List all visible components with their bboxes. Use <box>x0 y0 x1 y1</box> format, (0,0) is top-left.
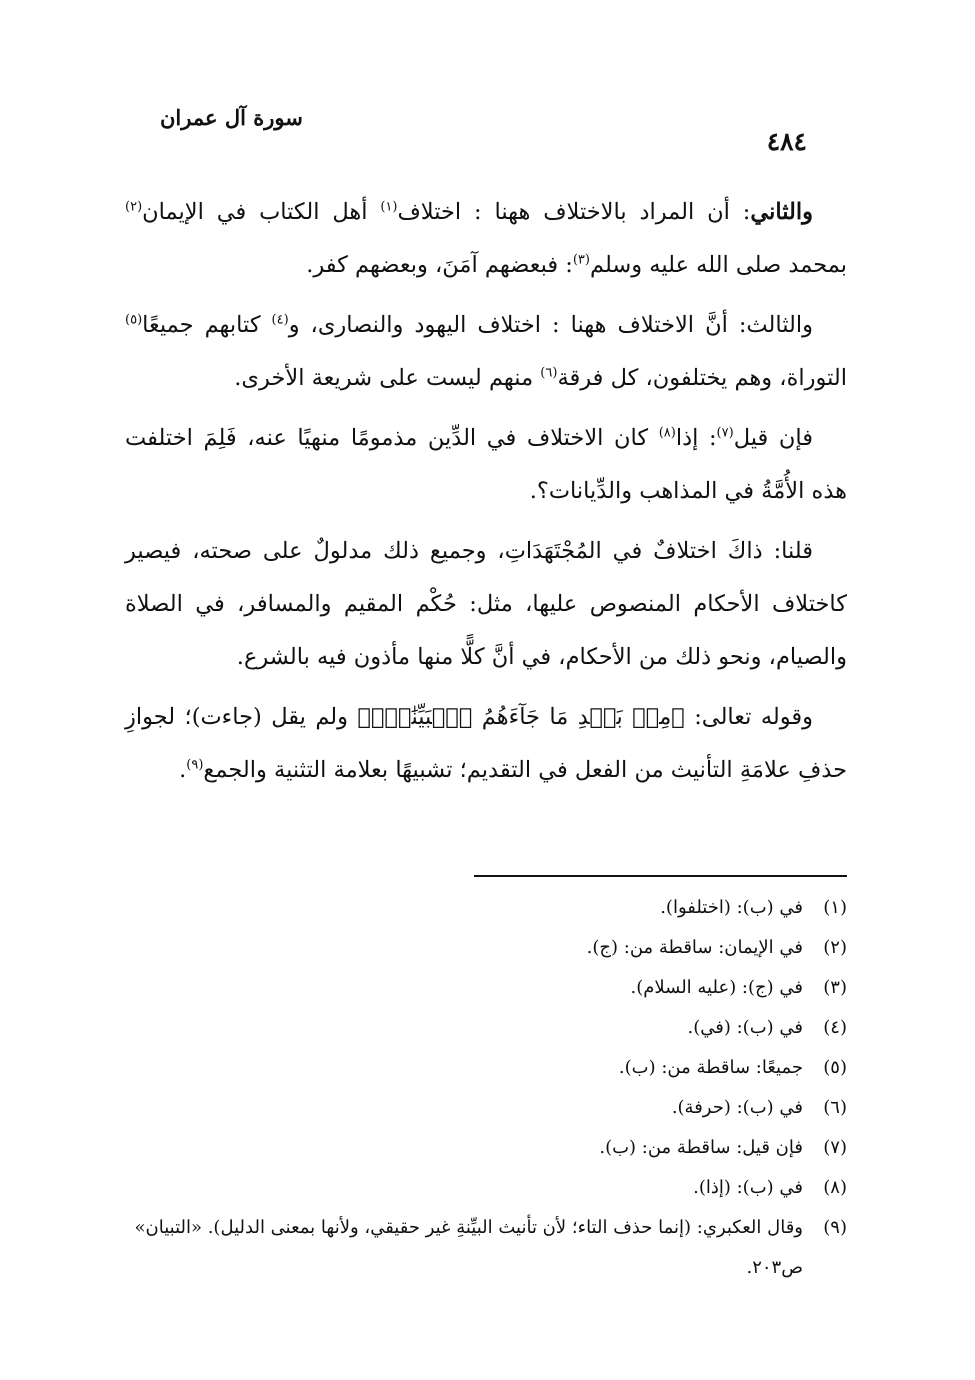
footnotes-list <box>125 888 847 1288</box>
footnote-number: (٤) <box>823 1017 847 1038</box>
footnote-text: في (ب): (في). <box>687 1017 803 1038</box>
text-run: . <box>179 757 187 783</box>
footnote-text: في (ب): (إذا). <box>693 1177 803 1198</box>
footnote-number: (٧) <box>823 1137 847 1158</box>
footnote-item <box>125 1168 847 1208</box>
paragraph-second-view <box>125 186 847 292</box>
paragraph-third-view <box>125 299 847 405</box>
text-run: أهل الكتاب في الإيمان <box>142 199 381 225</box>
footnote-item <box>125 1008 847 1048</box>
text-run: كتابهم جميعًا <box>142 312 272 338</box>
footnote-item <box>125 1048 847 1088</box>
footnote-number: (٥) <box>823 1057 847 1078</box>
paragraph-answer <box>125 525 847 684</box>
footnote-text: في (ج): (عليه السلام). <box>630 977 803 998</box>
footnote-text: جميعًا: ساقطة من: (ب). <box>618 1057 803 1078</box>
footnote-item <box>125 888 847 928</box>
page-number: ٤٨٤ <box>766 127 807 156</box>
running-header <box>160 105 807 155</box>
footnote-item <box>125 1088 847 1128</box>
text-run: وقوله تعالى: ﴿مِنۢ بَعۡدِ مَا جَآءَهُمُ ٱلۡبَيِّنَٰتُۚ﴾ ولم يقل (جاءت)؛ لجوازِ حذفِ علامَةِ التأنيث من الفعل في التقديم؛ تشبيهًا بعلامة التثنية والجمع <box>125 704 847 783</box>
paragraph-verse-grammar <box>125 691 847 797</box>
text-run: فإن قيل <box>733 425 814 451</box>
footnote-ref: (٧) <box>716 425 734 441</box>
text-run: بمحمد صلى الله عليه وسلم <box>589 252 847 278</box>
text-run: : إذا <box>675 425 717 451</box>
footnote-ref: (٦) <box>540 365 558 381</box>
footnote-ref: (٩) <box>186 757 204 773</box>
main-text <box>125 186 847 804</box>
footnote-item <box>125 928 847 968</box>
footnote-separator <box>474 875 847 877</box>
text-run: التوراة، وهم يختلفون، كل فرقة <box>557 365 847 391</box>
footnote-ref: (٣) <box>572 252 590 268</box>
footnote-ref: (٨) <box>658 425 676 441</box>
footnote-item <box>125 968 847 1008</box>
footnote-text: وقال العكبري: (إنما حذف التاء؛ لأن تأنيث البيِّنةِ غير حقيقي، ولأنها بمعنى الدليل). «التبيان» ص٢٠٣. <box>134 1217 803 1278</box>
footnote-number: (٩) <box>823 1217 847 1238</box>
text-run: قلنا: ذاكَ اختلافٌ في المُجْتَهَدَاتِ، وجميع ذلك مدلولٌ على صحته، فيصير كاختلاف الأحكام المنصوص عليها، مثل: حُكْم المقيم والمسافر، في الصلاة والصيام، ونحو ذلك من الأحكام، في أنَّ كلًّا منها مأذون فيه بالشرع. <box>125 538 847 670</box>
footnote-number: (٣) <box>823 977 847 998</box>
paragraph-question <box>125 412 847 518</box>
footnote-number: (٦) <box>823 1097 847 1118</box>
text-run: : فبعضهم آمَنَ، وبعضهم كفر. <box>306 252 573 278</box>
surah-title: سورة آل عمران <box>160 105 303 130</box>
text-run: والثالث: أنَّ الاختلاف ههنا : اختلاف اليهود والنصارى، و <box>288 312 813 338</box>
footnote-text: في (ب): (اختلفوا). <box>660 897 803 918</box>
footnote-number: (٨) <box>823 1177 847 1198</box>
footnote-text: فإن قيل: ساقطة من: (ب). <box>599 1137 803 1158</box>
footnote-ref: (١) <box>380 199 398 215</box>
footnote-text: في (ب): (حرفة). <box>671 1097 803 1118</box>
footnote-item <box>125 1128 847 1168</box>
footnote-item <box>125 1208 847 1288</box>
footnote-ref: (٢) <box>125 199 143 215</box>
text-run: : أن المراد بالاختلاف ههنا : اختلاف <box>397 199 751 225</box>
footnote-number: (١) <box>823 897 847 918</box>
text-run: كان الاختلاف في الدِّين مذمومًا منهيًا عنه، فَلِمَ اختلفت هذه الأُمَّةُ في المذاهب والدِّيانات؟. <box>125 425 847 504</box>
paragraph-lead: والثاني <box>750 199 813 225</box>
footnote-text: في الإيمان: ساقطة من: (ج). <box>586 937 803 958</box>
footnote-number: (٢) <box>823 937 847 958</box>
footnote-ref: (٥) <box>125 312 143 328</box>
footnote-ref: (٤) <box>271 312 289 328</box>
text-run: منهم ليست على شريعة الأخرى. <box>234 365 541 391</box>
